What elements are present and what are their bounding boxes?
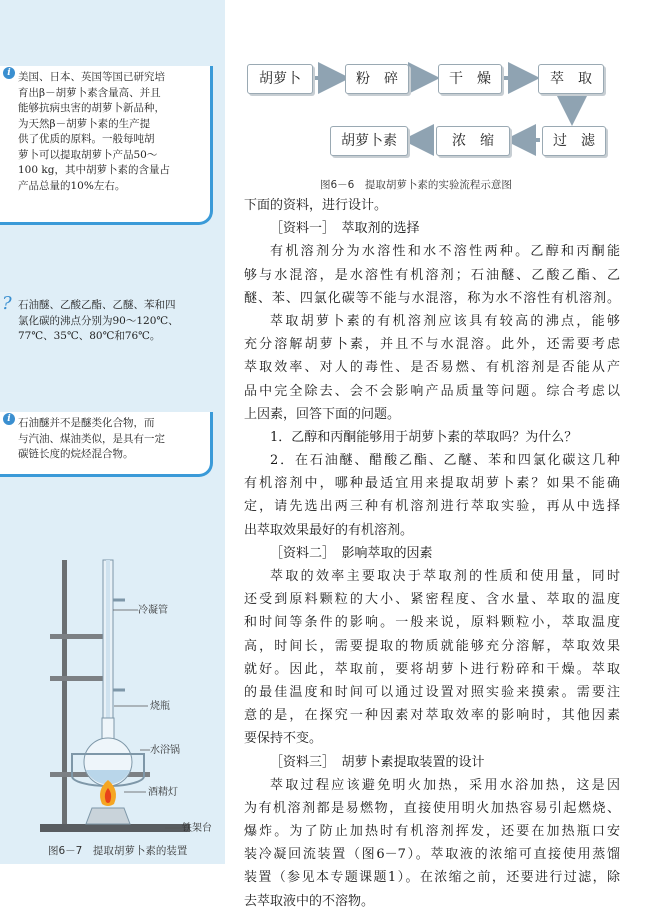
note-text: 石油醚并不是醚类化合物，而 与汽油、煤油类似，是具有一定 碳链长度的烷烃混合物。 bbox=[18, 417, 165, 460]
paragraph-line: 和时间等条件的影响。一般来说，原料颗粒小，萃取温度 bbox=[244, 615, 620, 631]
paragraph-line: 有机溶剂中，哪种最适宜用来提取胡萝卜素？如果不能确 bbox=[244, 476, 620, 492]
info-icon: i bbox=[3, 413, 15, 425]
info-icon: i bbox=[3, 67, 15, 79]
question-icon: ? bbox=[2, 293, 12, 314]
paragraph-line: 萃取胡萝卜素的有机溶剂应该具有较高的沸点，能够 bbox=[270, 313, 620, 329]
flow-step-dry: 干 燥 bbox=[438, 64, 502, 94]
paragraph-line: 就好。因此，萃取前，要将胡萝卜进行粉碎和干燥。萃取 bbox=[244, 661, 620, 677]
margin-note-petroleum-ether bbox=[0, 412, 213, 477]
paragraph-line: 萃取的效率主要取决于萃取剂的性质和使用量，同时 bbox=[270, 569, 620, 584]
note-text: 石油醚、乙酸乙酯、乙醚、苯和四 氯化碳的沸点分别为90～120℃、 77℃、35℃、80℃和76℃。 bbox=[18, 299, 179, 342]
figure-6-7-caption: 图6－7 提取胡萝卜素的装置 bbox=[48, 845, 188, 857]
label-condenser: 冷凝管 bbox=[138, 605, 168, 616]
flow-step-crush: 粉 碎 bbox=[345, 64, 409, 94]
question-2: 2．在石油醚、醋酸乙酯、乙醚、苯和四氯化碳这几种 bbox=[270, 453, 620, 469]
figure-6-6-caption: 图6－6 提取胡萝卜素的实验流程示意图 bbox=[320, 179, 512, 191]
section-2-heading: ［资料二］ 影响萃取的因素 bbox=[270, 545, 433, 561]
paragraph-line: 去萃取液中的不溶物。 bbox=[244, 893, 375, 909]
paragraph-line: 定，请先选出两三种有机溶剂进行萃取实验，再从中选择 bbox=[244, 499, 620, 515]
stand-rod bbox=[62, 560, 67, 832]
label-spirit-lamp: 酒精灯 bbox=[148, 787, 178, 798]
paragraph-line: 爆炸。为了防止加热时有机溶剂挥发，还要在加热瓶口安 bbox=[244, 824, 620, 840]
paragraph-line: 醚、苯、四氯化碳等不能与水混溶，称为水不溶性有机溶剂。 bbox=[244, 290, 620, 306]
flow-step-extract: 萃 取 bbox=[538, 64, 604, 94]
note-text: 美国、日本、英国等国已研究培 育出β－胡萝卜素含量高、并且 能够抗病虫害的胡萝卜新品种， 为天然β－胡萝卜素的生产提 供了优质的原料。一般每吨胡 萝卜可以提取胡萝卜产品50～ 100 kg，其中胡萝卜素的含量占 产品总量的10%左右。 bbox=[18, 71, 170, 192]
flow-arrows bbox=[0, 0, 650, 200]
paragraph-line: 充分溶解胡萝卜素，并且不与水混溶。此外，还需要考虑 bbox=[244, 337, 620, 353]
paragraph-line: 够与水混溶，是水溶性有机溶剂；石油醚、乙酸乙酯、乙 bbox=[244, 267, 620, 283]
flow-step-concentrate: 浓 缩 bbox=[436, 126, 510, 156]
paragraph-line: 还受到原料颗粒的大小、紧密程度、含水量、萃取的温度 bbox=[244, 592, 620, 608]
paragraph-line: 品中完全除去、会不会影响产品质量等问题。综合考虑以 bbox=[244, 383, 620, 399]
label-water-bath: 水浴锅 bbox=[150, 745, 180, 756]
label-flask: 烧瓶 bbox=[150, 701, 170, 712]
section-3-heading: ［资料三］ 胡萝卜素提取装置的设计 bbox=[270, 754, 485, 770]
flow-step-carotene: 胡萝卜素 bbox=[330, 126, 408, 156]
main-text bbox=[244, 194, 620, 913]
margin-note-boiling-points bbox=[0, 293, 210, 358]
paragraph-line: 要保持不变。 bbox=[244, 731, 323, 747]
paragraph-line: 上因素，回答下面的问题。 bbox=[244, 406, 401, 422]
flow-step-filter: 过 滤 bbox=[542, 126, 606, 156]
paragraph-line: 意的是，在探究一种因素对萃取效率的影响时，其他因素 bbox=[244, 708, 620, 724]
intro-line: 下面的资料，进行设计。 bbox=[244, 198, 388, 213]
paragraph-line: 装置（参见本专题课题1）。在浓缩之前，还要进行过滤，除 bbox=[244, 870, 620, 886]
extraction-apparatus-figure bbox=[0, 540, 225, 840]
flow-step-carrot: 胡萝卜 bbox=[247, 64, 313, 94]
paragraph-line: 为有机溶剂都是易燃物，直接使用明火加热容易引起燃烧、 bbox=[244, 800, 620, 816]
paragraph-line: 装冷凝回流装置（图6－7）。萃取液的浓缩可直接使用蒸馏 bbox=[244, 847, 620, 863]
spirit-lamp bbox=[86, 808, 130, 824]
paragraph-line: 萃取过程应该避免明火加热，采用水浴加热，这是因 bbox=[270, 777, 620, 793]
paragraph-line: 出萃取效果最好的有机溶剂。 bbox=[244, 522, 414, 538]
paragraph-line: 的最佳温度和时间可以通过设置对照实验来摸索。需要注 bbox=[244, 684, 620, 700]
question-1: 1．乙醇和丙酮能够用于胡萝卜素的萃取吗？为什么？ bbox=[270, 429, 578, 445]
paragraph-line: 高，时间长，需要提取的物质就能够充分溶解，萃取效果 bbox=[244, 638, 620, 654]
section-1-heading: ［资料一］ 萃取剂的选择 bbox=[270, 221, 420, 237]
paragraph-line: 有机溶剂分为水溶性和水不溶性两种。乙醇和丙酮能 bbox=[270, 244, 620, 260]
label-iron-stand: 铁架台 bbox=[182, 823, 212, 834]
paragraph-line: 萃取效率、对人的毒性、是否易燃、有机溶剂是否能从产 bbox=[244, 360, 620, 376]
